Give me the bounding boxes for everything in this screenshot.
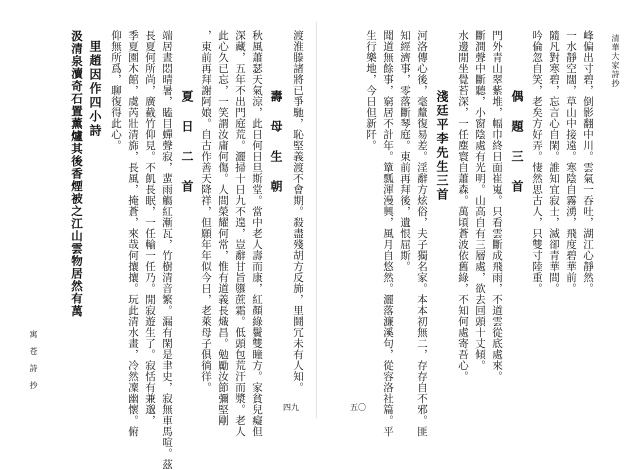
right-page xyxy=(318,0,630,438)
text-column: ，東前再拜謝阿娘。自古作善天降祥，但願年年似今日，老萊母子俱徜徉。 xyxy=(200,30,212,393)
running-head: 清華大家詩抄 xyxy=(611,34,620,88)
text-column: 一水靜空闊，草山中接遠。寒陰自霧湧，飛度碧華前。 xyxy=(565,30,577,294)
page-number: 五〇 xyxy=(350,403,366,412)
text-column: 水邊閒坐覺苔深，一任塵寰自蕭森。萬頃蒼波依舊綠，不知何處寄吾心。 xyxy=(457,30,469,382)
text-column: 深藏，五年不出門庭荒。灑掃十日九不遑，豈辭甘旨隳蔗霜。低頭包荒汗而漿。老人 xyxy=(234,30,246,437)
poem-title: 夏 日 二 首 xyxy=(180,90,194,194)
text-column: 長夏何所尚，廣截竹仰見。不飢長眠，一任輸一任乃。閒寂遊生了。寂恬有兼邈， xyxy=(144,30,156,426)
text-column: 生行樂地，今日但新阡。 xyxy=(365,30,377,151)
poem-title: 壽 母 生 朝 xyxy=(269,90,283,194)
page-number: 四九 xyxy=(283,403,299,412)
text-column: 端居晝悶晴暑，瞌目蟬聲寂，蜚雨觴紅漸瓦，竹樹清音繁。漏有閑是聿史，寂無車馬喧。茲 xyxy=(161,30,173,470)
text-column: 吟倫忽自笑，老矣方好弄。悽然思古人，只雙寸陸重。 xyxy=(531,30,543,294)
text-column: 門外青山翠紫堆，幅巾終日面崔嵬。只看雲斷成飛雨，不道雲從底處來。 xyxy=(491,30,503,382)
text-column: 斷澗聲中斷聽，小窗陰處有光明。山高自有三層處，欲去回頭十丈傾。 xyxy=(474,30,486,371)
text-column: 秋風蕭瑟天氣涼，此日何日旦斯堂。當中老人壽而康，紅顏綠鬢雙瞳方。家貧兒癡但 xyxy=(251,30,263,437)
text-column: 峰偏出寸碧，倒影翻中川。雲氣一吞吐，湖江心靜然。 xyxy=(582,30,594,294)
text-column: 知經濟事，零落斷琴庭。東前再拜後，遺恨屈斯。 xyxy=(399,30,411,272)
poem-title: 淺廷平李先生三首 xyxy=(435,90,449,202)
text-column: 此心久已忘，一笑謂汝庸何傷。人間榮耀何常，惟有道義長熾昌。勉勵汝節彌堅剛 xyxy=(217,30,229,426)
poem-title: 里趙因作四小詩 xyxy=(88,40,102,138)
text-column: 隨凡對寒碧，忘言心自閑。誰知宜寂士，滅卻青華間。 xyxy=(548,30,560,294)
poem-title: 偶 題 三 首 xyxy=(510,90,524,194)
text-column: 季夏園木館，虞芮壯清旆，長風，掩蒼，來哉何攘攘。玩此清水畫，冷然凜幽懷。俯 xyxy=(127,30,139,437)
text-column: 仰無所爲，聊復得此心。 xyxy=(110,30,122,151)
gutter-divider xyxy=(316,22,317,418)
poem-title: 汲清泉瀆奇石置薫爐其後香煙被之江山雲物居然有萬 xyxy=(70,30,84,318)
book-title-footer: 寓 苍 詩 抄 xyxy=(29,330,38,389)
text-column: 河洛傳心後，毫釐復易差。淫辭方炫俗，夫子獨名家。本本初無二，存存自不邪。匪 xyxy=(416,30,428,437)
text-column: 渡淮滕諸將已爭馳，恥堅義渡不會期。殺盡殘胡方反斾，里鬪冗未有人知。 xyxy=(292,30,304,393)
text-column: 聞道無餘事，窮居不計年。簞瓢渾漫興，風月自悠然。灑落濂溪句，從容洛社篇。平 xyxy=(382,30,394,437)
